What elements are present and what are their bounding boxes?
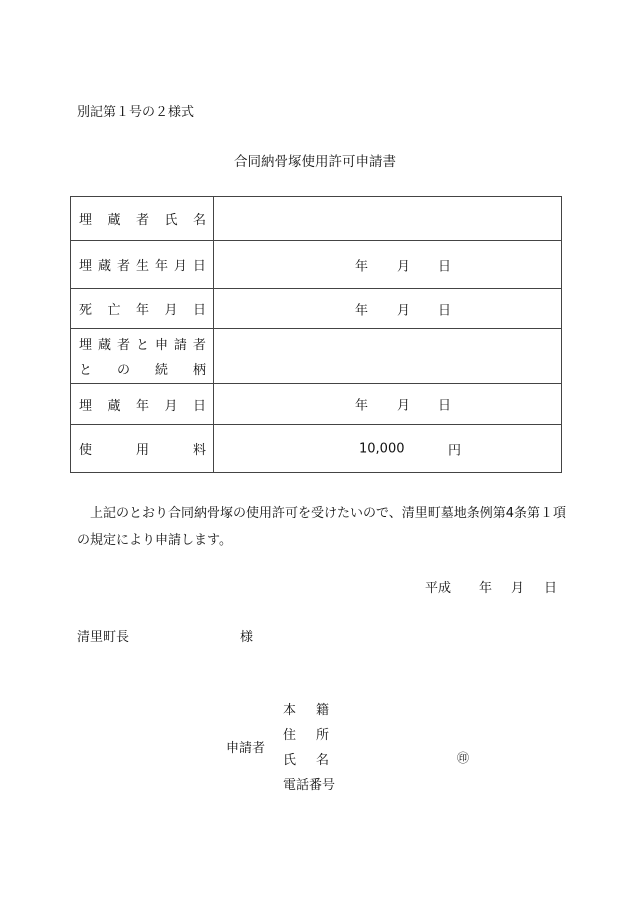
date-era: 平成	[425, 581, 452, 596]
currency-unit: 円	[448, 443, 462, 458]
seal-mark: ㊞	[457, 751, 470, 765]
year-unit: 年	[355, 259, 369, 274]
field-name: 氏 名	[283, 753, 330, 768]
month-unit: 月	[397, 398, 411, 414]
date-day: 日	[544, 581, 558, 596]
day-unit: 日	[438, 303, 452, 318]
table-row	[71, 329, 562, 384]
applicant-label: 申請者	[226, 741, 266, 756]
fee-amount: 10,000	[359, 441, 405, 456]
form-number: 別記第１号の２様式	[77, 105, 195, 120]
value-deceased-name[interactable]	[214, 197, 562, 241]
value-relationship[interactable]	[214, 329, 562, 384]
day-unit: 日	[438, 398, 452, 414]
table-row	[71, 425, 562, 473]
document-title: 合同納骨塚使用許可申請書	[234, 154, 396, 170]
table-row	[71, 241, 562, 289]
value-burial-date[interactable]	[214, 384, 562, 425]
field-honseki: 本 籍	[283, 703, 330, 718]
date-year: 年	[479, 581, 493, 596]
value-birth-date[interactable]	[214, 241, 562, 289]
label-death-date: 死 亡 年 月 日	[71, 289, 214, 329]
year-unit: 年	[355, 398, 369, 414]
label-birth-date: 埋 蔵 者 生 年 月 日	[71, 241, 214, 289]
table-row	[71, 384, 562, 425]
value-usage-fee	[214, 425, 562, 473]
field-address: 住 所	[283, 728, 330, 743]
value-death-date[interactable]	[214, 289, 562, 329]
day-unit: 日	[438, 259, 452, 274]
application-statement: 上記のとおり合同納骨塚の使用許可を受けたいので、清里町墓地条例第4条第１項の規定により申請します。	[77, 506, 567, 548]
label-burial-date: 埋 蔵 年 月 日	[71, 384, 214, 425]
table-row	[71, 289, 562, 329]
month-unit: 月	[397, 303, 411, 318]
application-table	[70, 196, 562, 473]
month-unit: 月	[397, 259, 411, 274]
label-relationship: 埋 蔵 者 と 申 請 者 と の 続 柄	[71, 329, 214, 384]
label-usage-fee: 使 用 料	[71, 425, 214, 473]
label-deceased-name: 埋 蔵 者 氏 名	[71, 197, 214, 241]
addressee: 清里町長	[77, 630, 130, 645]
date-month: 月	[511, 581, 525, 596]
field-phone: 電話番号	[283, 778, 336, 793]
year-unit: 年	[355, 303, 369, 318]
honorific: 様	[240, 630, 254, 645]
table-row	[71, 197, 562, 241]
